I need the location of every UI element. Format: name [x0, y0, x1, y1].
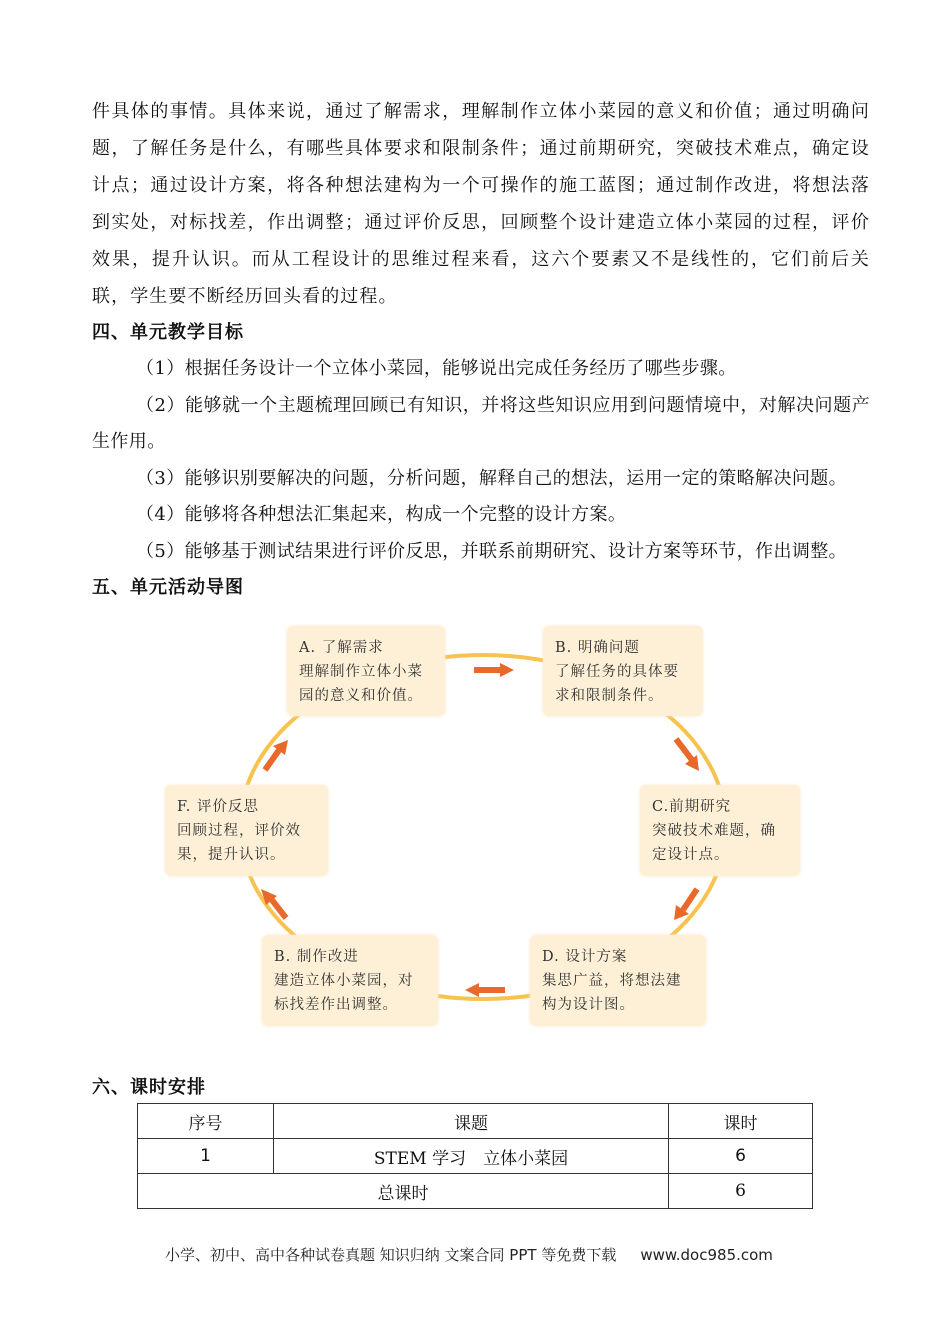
node-b — [543, 626, 703, 716]
node-c — [640, 785, 800, 876]
node-a — [287, 626, 445, 716]
section-4-heading: 四、单元教学目标 — [92, 322, 244, 343]
node-text: 集思广益，将想法建构为设计图。 — [542, 973, 682, 1013]
section-5-heading: 五、单元活动导图 — [92, 577, 244, 598]
header-cell: 序号 — [138, 1104, 274, 1139]
table-cell: 6 — [669, 1139, 813, 1174]
table-row — [138, 1139, 813, 1174]
goal-5: （5）能够基于测试结果进行评价反思，并联系前期研究、设计方案等环节，作出调整。 — [136, 540, 848, 562]
goal-4: （4）能够将各种想法汇集起来，构成一个完整的设计方案。 — [136, 504, 627, 525]
goal-3: （3）能够识别要解决的问题，分析问题，解释自己的想法，运用一定的策略解决问题。 — [136, 467, 848, 489]
node-title: F. 评价反思 — [177, 799, 260, 815]
node-text: 理解制作立体小菜园的意义和价值。 — [299, 664, 423, 704]
footer-site-link[interactable]: www.doc985.com — [640, 1246, 773, 1264]
node-title: A. 了解需求 — [299, 640, 384, 656]
header-cell: 课题 — [274, 1104, 669, 1139]
node-text: 了解任务的具体要求和限制条件。 — [555, 664, 679, 704]
table-total-row — [138, 1174, 813, 1209]
node-title: B. 明确问题 — [555, 640, 640, 656]
header-cell: 课时 — [669, 1104, 813, 1139]
footer — [165, 1244, 773, 1265]
table-cell: 1 — [138, 1139, 274, 1174]
arrow-a-to-b-icon — [474, 663, 514, 677]
node-text: 回顾过程，评价效果，提升认识。 — [177, 823, 301, 863]
node-text: 突破技术难题，确定设计点。 — [652, 823, 776, 863]
schedule-table — [137, 1103, 813, 1209]
table-cell: STEM 学习 立体小菜园 — [274, 1139, 669, 1174]
node-title: B. 制作改进 — [274, 949, 359, 965]
goal-1: （1）根据任务设计一个立体小菜园，能够说出完成任务经历了哪些步骤。 — [136, 358, 737, 379]
total-label: 总课时 — [138, 1174, 669, 1209]
node-e — [262, 935, 438, 1026]
intro-paragraph: 件具体的事情。具体来说，通过了解需求，理解制作立体小菜园的意义和价值；通过明确问题，了解任务是什么，有哪些具体要求和限制条件；通过前期研究，突破技术难点，确定设计点；通过设计方案，将各种想法建构为一个可操作的施工蓝图；通过制作改进，将想法落到实处，对标找差，作出调整；通过评价反思，回顾整个设计建造立体小菜园的过程，评价效果，提升认识。而从工程设计的思维过程来看，这六个要素又不是线性的，它们前后关联，学生要不断经历回头看的过程。 — [92, 101, 870, 307]
goal-2: （2）能够就一个主题梳理回顾已有知识，并将这些知识应用到问题情境中，对解决问题产生作用。 — [92, 394, 870, 452]
node-d — [530, 935, 706, 1026]
table-header-row — [138, 1104, 813, 1139]
footer-text: 小学、初中、高中各种试卷真题 知识归纳 文案合同 PPT 等免费下载 — [165, 1246, 617, 1264]
total-value: 6 — [669, 1174, 813, 1209]
node-title: D. 设计方案 — [542, 949, 628, 965]
section-6-heading: 六、课时安排 — [92, 1077, 206, 1098]
node-text: 建造立体小菜园，对标找差作出调整。 — [274, 973, 414, 1013]
node-title: C.前期研究 — [652, 799, 732, 815]
node-f — [165, 785, 328, 876]
arrow-d-to-e-icon — [465, 983, 505, 997]
